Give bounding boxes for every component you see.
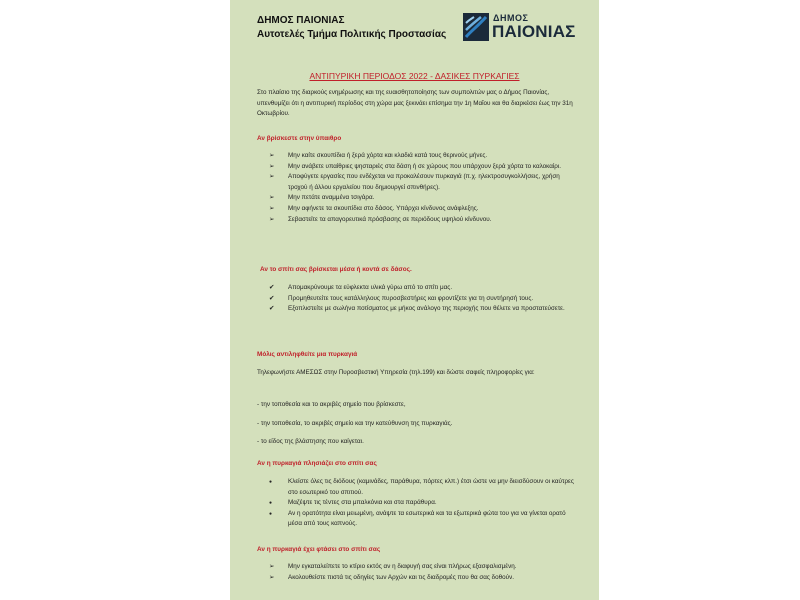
- list-item: ➢ Μην ανάβετε υπαίθριες ψησταριές στα δάση ή σε χώρους που υπάρχουν ξερά χόρτα το καλοκαίρι.: [257, 162, 577, 173]
- arrow-bullet-icon: [269, 204, 274, 215]
- list-item: ➢ Μην αφήνετε τα σκουπίδια στο δάσος. Υπάρχει κίνδυνος ανάφλεξης.: [257, 204, 577, 215]
- arrow-bullet-icon: [269, 172, 274, 183]
- document-title: ΑΝΤΙΠΥΡΙΚΗ ΠΕΡΙΟΔΟΣ 2022 - ΔΑΣΙΚΕΣ ΠΥΡΚΑΓΙΕΣ: [309, 71, 520, 81]
- list-item: ➢ Ακολουθείστε πιστά τις οδηγίες των Αρχών και τις διαδρομές που θα σας δοθούν.: [257, 573, 577, 584]
- list-item: ➢ Αποφύγετε εργασίες που ενδέχεται να προκαλέσουν πυρκαγιά (π.χ. ηλεκτροσυγκολλήσεις, χρήση τροχού ή άλλου εργαλείου που δημιουργεί σπινθήρες).: [257, 172, 577, 193]
- list-item: ➢ Μην πετάτε αναμμένα τσιγάρα.: [257, 193, 577, 204]
- round-bullet-icon: [269, 509, 272, 520]
- department-name: Αυτοτελές Τμήμα Πολιτικής Προστασίας: [257, 29, 447, 40]
- section-spot-fire-heading: Μόλις αντιληφθείτε μια πυρκαγιά: [257, 351, 358, 358]
- logo-big-text: ΠΑΙΟΝΙΑΣ: [492, 22, 576, 41]
- checkmark-bullet-icon: [269, 294, 274, 305]
- call-fire-service-paragraph: Τηλεφωνήστε ΑΜΕΣΩΣ στην Πυροσβεστική Υπηρεσία (τηλ.199) και δώστε σαφείς πληροφορίες για:: [257, 369, 535, 376]
- arrow-bullet-icon: [269, 162, 274, 173]
- section-fire-reached-heading: Αν η πυρκαγιά έχει φτάσει στο σπίτι σας: [257, 546, 381, 553]
- arrow-bullet-icon: [269, 193, 274, 204]
- list-item: ● Κλείστε όλες τις διόδους (καμινάδες, παράθυρα, πόρτες κλπ.) έτσι ώστε να μην διεισδύσουν οι καύτρες στο εσωτερικό του σπιτιού.: [257, 477, 577, 498]
- round-bullet-icon: [269, 477, 272, 488]
- logo-small-text: ΔΗΜΟΣ: [493, 13, 529, 23]
- arrow-bullet-icon: [269, 215, 274, 226]
- list-item: ● Μαζέψτε τις τέντες στα μπαλκόνια και στα παράθυρα.: [257, 498, 577, 509]
- checkmark-bullet-icon: [269, 283, 274, 294]
- list-item: ● Αν η ορατότητα είναι μειωμένη, ανάψτε τα εσωτερικά και τα εξωτερικά φώτα του για να γίνεται ορατό μέσα από τους καπνούς.: [257, 509, 577, 530]
- info-item-fire-location: - την τοποθεσία, το ακριβές σημείο και την κατεύθυνση της πυρκαγιάς.: [257, 420, 453, 427]
- list-item: ✔ Εξοπλιστείτε με σωλήνα ποτίσματος με μήκος ανάλογο της περιοχής που θέλετε να προστατεύσετε.: [257, 304, 577, 315]
- list-item: ✔ Προμηθευτείτε τους κατάλληλους πυροσβεστήρες και φροντίζετε για τη συντήρησή τους.: [257, 294, 577, 305]
- section-fire-approaching-list: [257, 477, 577, 530]
- section-fire-approaching-heading: Αν η πυρκαγιά πλησιάζει στο σπίτι σας: [257, 460, 377, 467]
- list-item: ➢ Σεβαστείτε τα απαγορευτικά πρόσβασης σε περιόδους υψηλού κίνδυνου.: [257, 215, 577, 226]
- checkmark-bullet-icon: [269, 304, 274, 315]
- section-forest-home-list: [257, 283, 577, 315]
- info-item-your-location: - την τοποθεσία και το ακριβές σημείο που βρίσκεστε,: [257, 401, 406, 408]
- leaflet-page: [230, 0, 599, 600]
- section-fire-reached-list: [257, 562, 577, 583]
- arrow-bullet-icon: [269, 573, 274, 584]
- logo-mark-icon: [463, 13, 489, 41]
- list-item: ➢ Μην καίτε σκουπίδια ή ξερά χόρτα και κλαδιά κατά τους θερινούς μήνες.: [257, 151, 577, 162]
- arrow-bullet-icon: [269, 562, 274, 573]
- list-item: ➢ Μην εγκαταλείπετε το κτίριο εκτός αν η διαφυγή σας είναι πλήρως εξασφαλισμένη.: [257, 562, 577, 573]
- info-item-vegetation: - το είδος της βλάστησης που καίγεται.: [257, 438, 364, 445]
- arrow-bullet-icon: [269, 151, 274, 162]
- section-forest-home-heading: Αν το σπίτι σας βρίσκεται μέσα ή κοντά σε δάσος.: [260, 266, 412, 273]
- section-outdoors-heading: Αν βρίσκεστε στην ύπαιθρο: [257, 135, 342, 142]
- round-bullet-icon: [269, 498, 272, 509]
- org-name: ΔΗΜΟΣ ΠΑΙΟΝΙΑΣ: [257, 15, 345, 26]
- municipality-logo: [463, 13, 593, 41]
- list-item: ✔ Απομακρύνουμε τα εύφλεκτα υλικά γύρω από το σπίτι μας.: [257, 283, 577, 294]
- organization-header: [257, 14, 446, 42]
- section-outdoors-list: [257, 151, 577, 225]
- intro-paragraph: Στο πλαίσιο της διαρκούς ενημέρωσης και της ευαισθητοποίησης των συμπολιτών μας ο Δήμος Παιονίας, υπενθυμίζει ότι η αντιπυρική περίοδος στη χώρα μας ξεκινάει επίσημα την 1η Μαΐου και θα διαρκέσει έως την 31η Οκτωβρίου.: [257, 89, 573, 118]
